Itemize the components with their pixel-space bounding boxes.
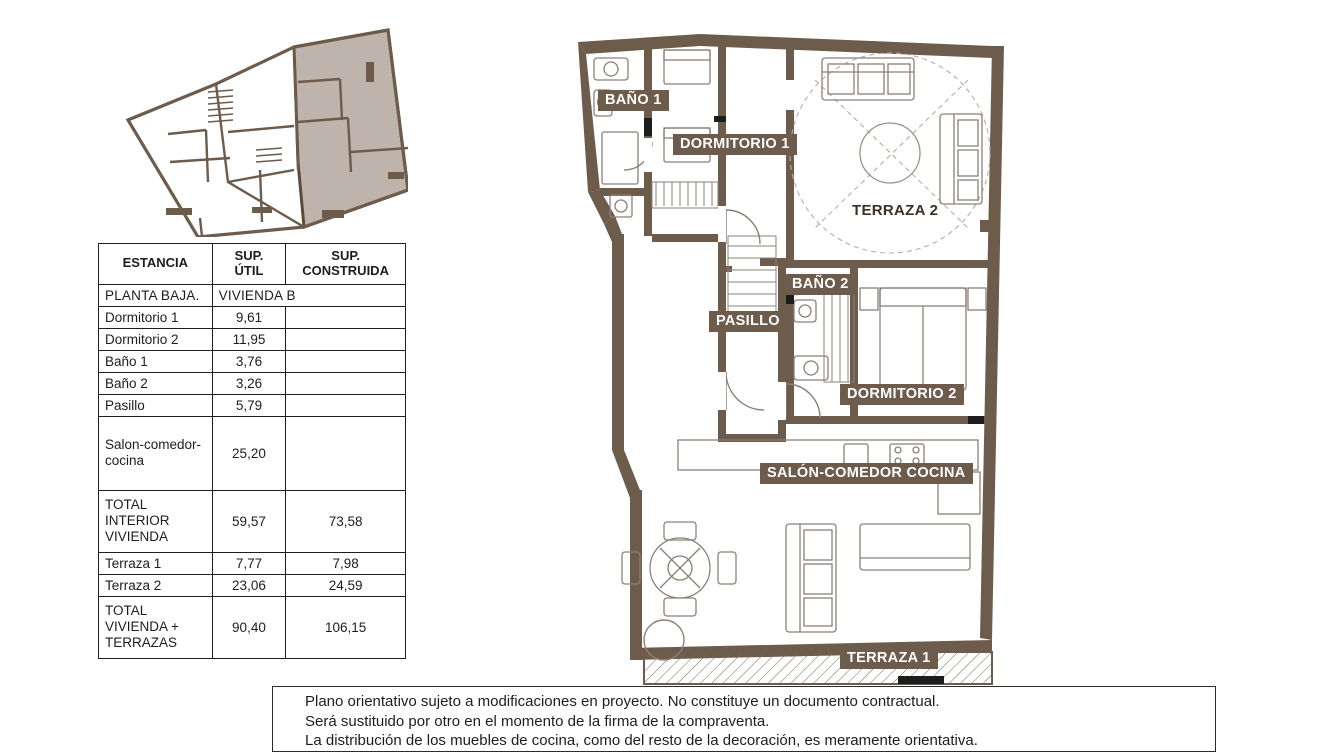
row-util: 5,79 — [212, 394, 286, 416]
row-room: Baño 2 — [99, 372, 213, 394]
table-row-total-with-terraces — [99, 596, 406, 658]
header-constructed — [286, 244, 406, 285]
row-room: Terraza 1 — [99, 552, 213, 574]
row-const: 106,15 — [286, 596, 406, 658]
table-row — [99, 394, 406, 416]
living-sofa — [786, 524, 970, 632]
table-header-row — [99, 244, 406, 285]
row-const — [286, 328, 406, 350]
label-salon-line2: COCINA — [906, 465, 966, 481]
dorm2-furniture — [860, 288, 986, 390]
section-unit: VIVIENDA B — [212, 284, 405, 306]
row-util: 3,76 — [212, 350, 286, 372]
header-const-line1: SUP. — [331, 248, 360, 263]
areas-table — [98, 243, 406, 659]
row-const — [286, 394, 406, 416]
table-row — [99, 372, 406, 394]
bath2-fixtures — [794, 282, 854, 382]
table-row — [99, 350, 406, 372]
label-pasillo: PASILLO — [709, 311, 787, 332]
label-terraza-2: TERRAZA 2 — [852, 202, 939, 219]
disclaimer-line-1: Plano orientativo sujeto a modificaciones en proyecto. No constituye un documento contractual. — [305, 693, 940, 710]
row-util: 59,57 — [212, 490, 286, 552]
table-section-row — [99, 284, 406, 306]
row-room: TOTAL INTERIOR VIVIENDA — [99, 490, 213, 552]
disclaimer-line-3: La distribución de los muebles de cocina, como del resto de la decoración, es meramente orientativa. — [305, 732, 978, 750]
row-util: 23,06 — [212, 574, 286, 596]
header-util — [212, 244, 286, 285]
label-bano-2: BAÑO 2 — [785, 274, 856, 295]
table-row — [99, 574, 406, 596]
floor-plan-drawing — [560, 20, 1030, 685]
header-room: ESTANCIA — [99, 244, 213, 285]
row-room: Salon-comedor-cocina — [99, 416, 213, 490]
corridor-hatch — [728, 236, 776, 322]
table-row — [99, 552, 406, 574]
header-util-line2: ÚTIL — [234, 262, 264, 278]
row-util: 11,95 — [212, 328, 286, 350]
row-room: Pasillo — [99, 394, 213, 416]
row-const: 7,98 — [286, 552, 406, 574]
row-room: Dormitorio 1 — [99, 306, 213, 328]
label-dormitorio-2: DORMITORIO 2 — [840, 384, 964, 405]
row-const — [286, 416, 406, 490]
label-dormitorio-1: DORMITORIO 1 — [673, 134, 797, 155]
label-salon-comedor-cocina — [760, 463, 973, 484]
header-const-line2: CONSTRUIDA — [302, 262, 389, 278]
label-bano-1: BAÑO 1 — [598, 90, 669, 111]
row-room: Dormitorio 2 — [99, 328, 213, 350]
table-row — [99, 416, 406, 490]
row-const: 73,58 — [286, 490, 406, 552]
row-util: 90,40 — [212, 596, 286, 658]
row-room: TOTAL VIVIENDA + TERRAZAS — [99, 596, 213, 658]
key-plan — [108, 22, 408, 237]
row-const — [286, 350, 406, 372]
row-util: 3,26 — [212, 372, 286, 394]
terrace2-decor — [790, 53, 990, 253]
terrace2-furniture — [822, 58, 982, 204]
row-util: 9,61 — [212, 306, 286, 328]
table-row-total-interior — [99, 490, 406, 552]
terrace2-table — [860, 123, 920, 183]
row-room: Terraza 2 — [99, 574, 213, 596]
header-util-line1: SUP. — [234, 248, 264, 263]
disclaimer-box — [272, 686, 1216, 752]
label-terraza-1: TERRAZA 1 — [840, 648, 938, 669]
row-room: Baño 1 — [99, 350, 213, 372]
section-floor: PLANTA BAJA. — [99, 284, 213, 306]
label-salon-line1: SALÓN-COMEDOR — [767, 465, 903, 481]
table-row — [99, 328, 406, 350]
row-const — [286, 372, 406, 394]
row-const: 24,59 — [286, 574, 406, 596]
row-const — [286, 306, 406, 328]
terrace1-area — [644, 620, 992, 684]
row-util: 7,77 — [212, 552, 286, 574]
disclaimer-line-2: Será sustituido por otro en el momento de la firma de la compraventa. — [305, 712, 770, 730]
row-util: 25,20 — [212, 416, 286, 490]
table-row — [99, 306, 406, 328]
dorm1-furniture — [652, 50, 718, 208]
